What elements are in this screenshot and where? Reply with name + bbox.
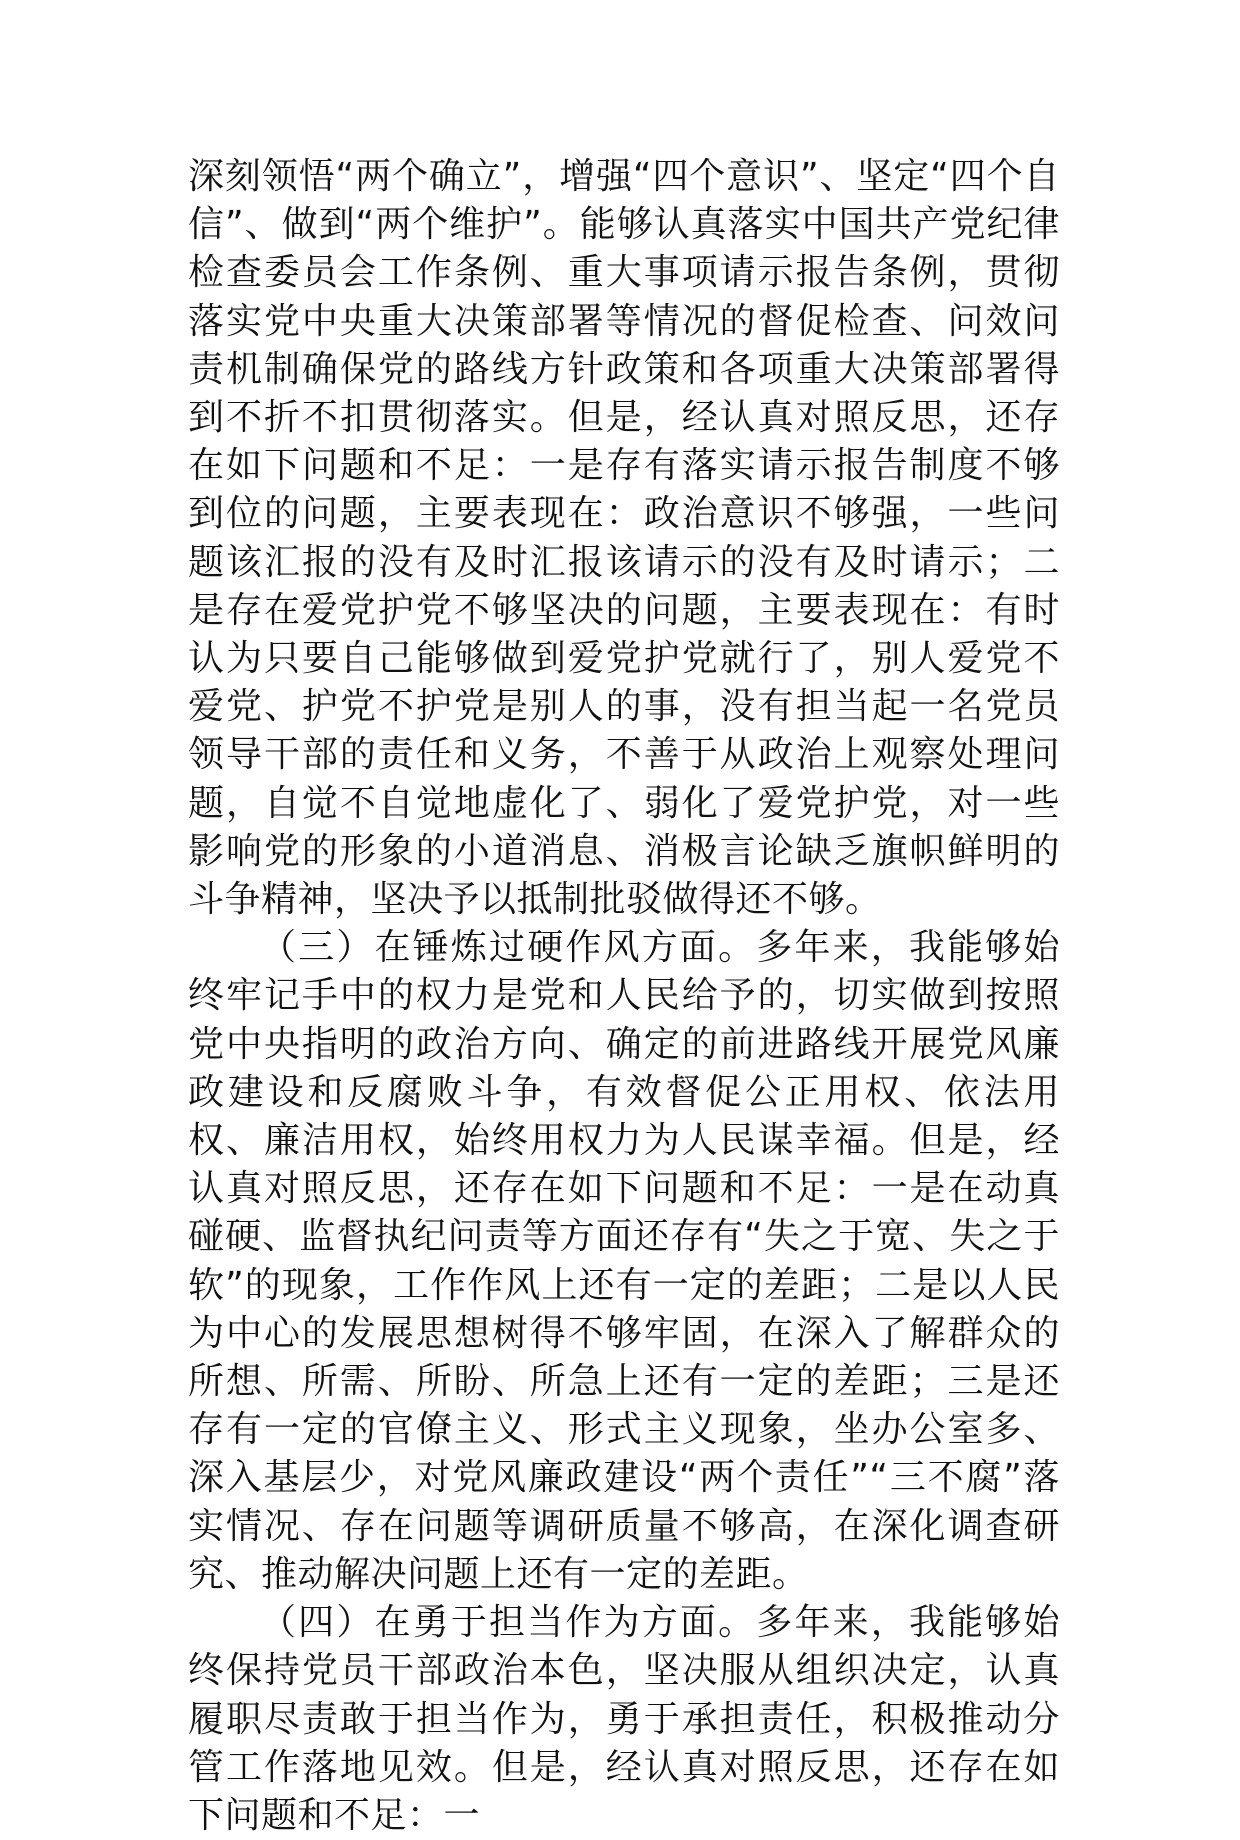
paragraph-work-style: （三）在锤炼过硬作风方面。多年来，我能够始终牢记手中的权力是党和人民给予的，切实做到按照党中央指明的政治方向、确定的前进路线开展党风廉政建设和反腐败斗争，有效督促公正用权、依法用权、廉洁用权，始终用权力为人民谋幸福。但是，经认真对照反思，还存在如下问题和不足：一是在动真碰硬、监督执纪问责等方面还存有“失之于宽、失之于软”的现象，工作作风上还有一定的差距；二是以人民为中心的发展思想树得不够牢固，在深入了解群众的所想、所需、所盼、所急上还有一定的差距；三是还存有一定的官僚主义、形式主义现象，坐办公室多、深入基层少，对党风廉政建设“两个责任”“三不腐”落实情况、存在问题等调研质量不够高，在深化调查研究、推动解决问题上还有一定的差距。: [188, 927, 1060, 1595]
paragraph-responsibility: （四）在勇于担当作为方面。多年来，我能够始终保持党员干部政治本色，坚决服从组织决定，认真履职尽责敢于担当作为，勇于承担责任，积极推动分管工作落地见效。但是，经认真对照反思，还存在如下问题和不足：一: [188, 1602, 1060, 1836]
paragraph-political-awareness: 深刻领悟“两个确立”，增强“四个意识”、坚定“四个自信”、做到“两个维护”。能够认真落实中国共产党纪律检查委员会工作条例、重大事项请示报告条例，贯彻落实党中央重大决策部署等情况的督促检查、问效问责机制确保党的路线方针政策和各项重大决策部署得到不折不扣贯彻落实。但是，经认真对照反思，还存在如下问题和不足：一是存有落实请示报告制度不够到位的问题，主要表现在：政治意识不够强，一些问题该汇报的没有及时汇报该请示的没有及时请示；二是存在爱党护党不够坚决的问题，主要表现在：有时认为只要自己能够做到爱党护党就行了，别人爱党不爱党、护党不护党是别人的事，没有担当起一名党员领导干部的责任和义务，不善于从政治上观察处理问题，自觉不自觉地虚化了、弱化了爱党护党，对一些影响党的形象的小道消息、消极言论缺乏旗帜鲜明的斗争精神，坚决予以抵制批驳做得还不够。: [188, 156, 1060, 921]
document-body: [188, 153, 1060, 1840]
